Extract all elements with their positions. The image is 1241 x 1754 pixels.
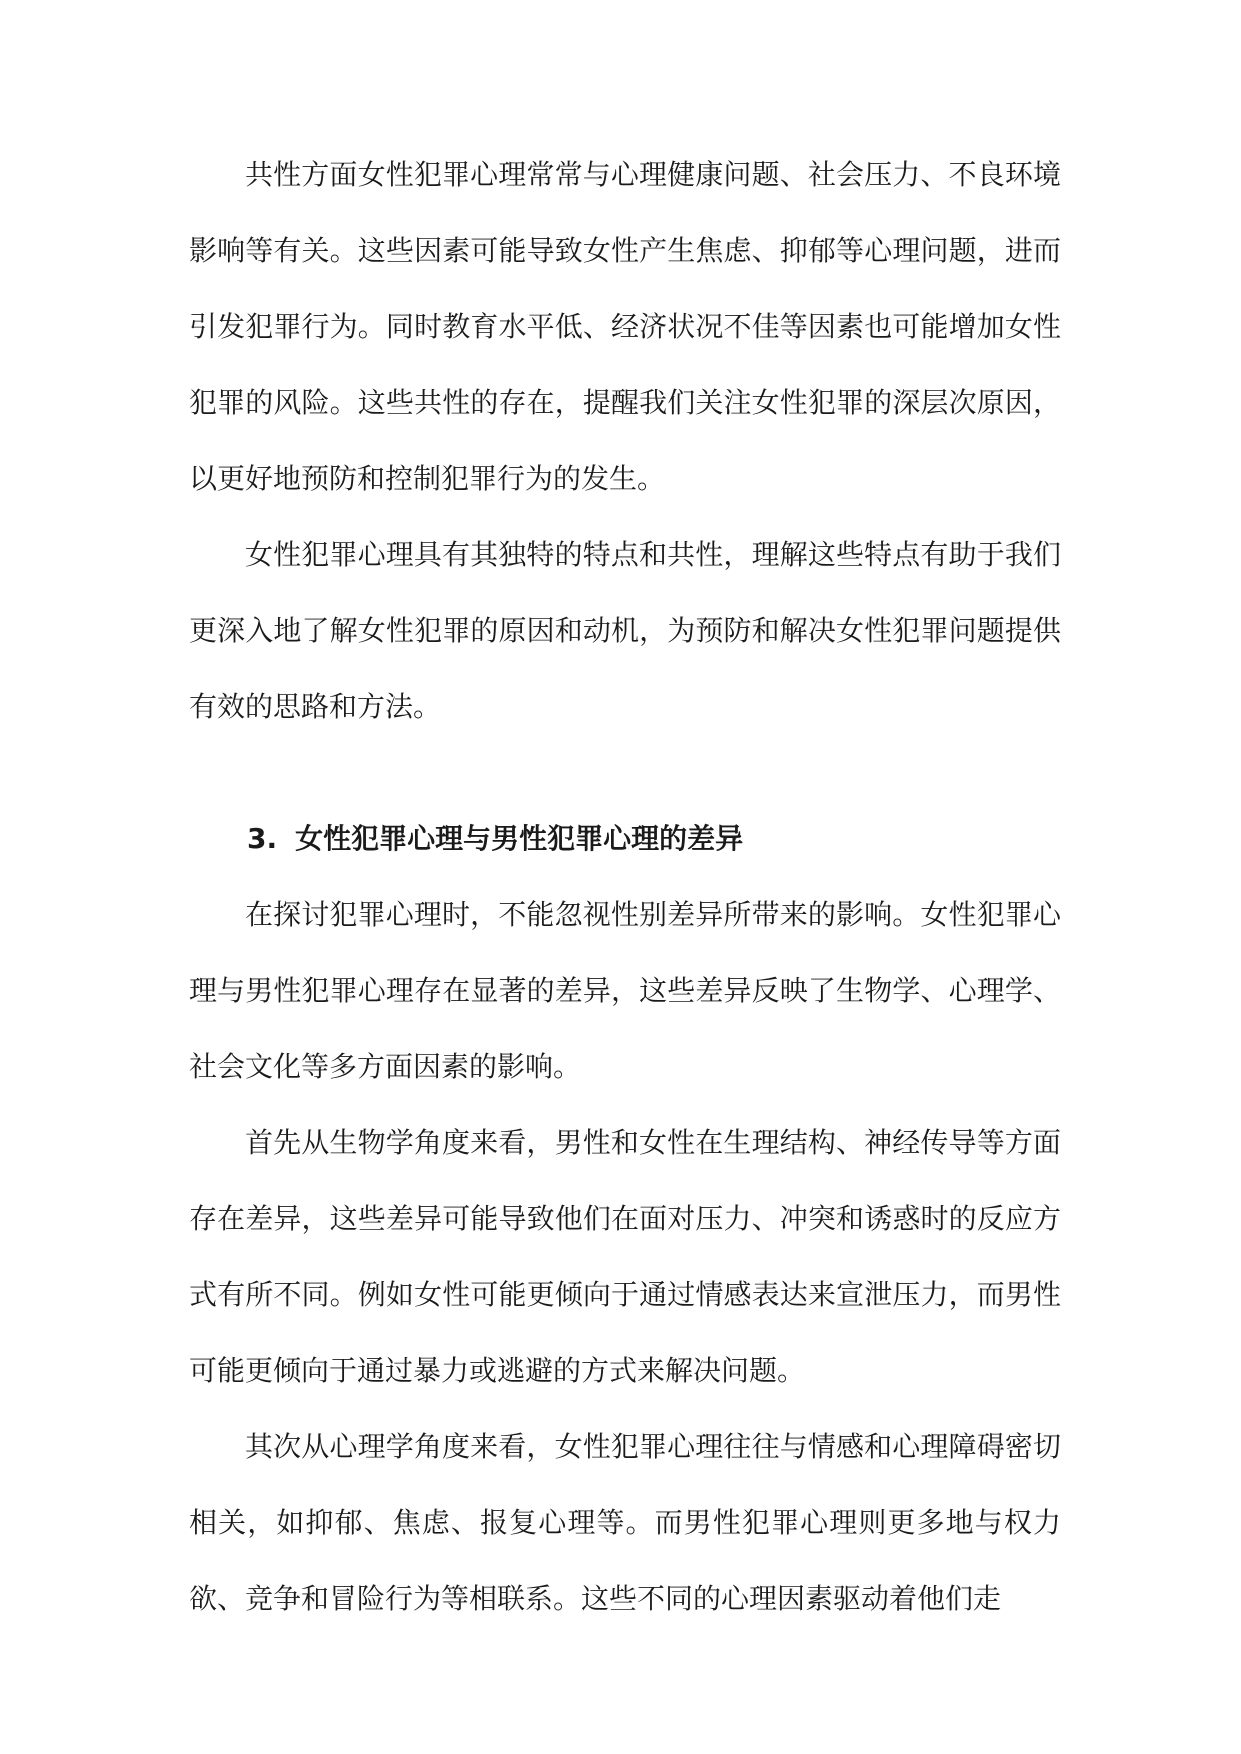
- section-heading: [189, 801, 1061, 877]
- paragraph-intro-differences: 在探讨犯罪心理时，不能忽视性别差异所带来的影响。女性犯罪心理与男性犯罪心理存在显著的差异，这些差异反映了生物学、心理学、社会文化等多方面因素的影响。: [189, 898, 1061, 1083]
- section-number: 3.: [247, 822, 278, 855]
- section-title: 女性犯罪心理与男性犯罪心理的差异: [295, 822, 744, 855]
- paragraph-commonality: 共性方面女性犯罪心理常常与心理健康问题、社会压力、不良环境影响等有关。这些因素可能导致女性产生焦虑、抑郁等心理问题，进而引发犯罪行为。同时教育水平低、经济状况不佳等因素也可能增加女性犯罪的风险。这些共性的存在，提醒我们关注女性犯罪的深层次原因，以更好地预防和控制犯罪行为的发生。: [189, 158, 1061, 495]
- paragraph-biology: 首先从生物学角度来看，男性和女性在生理结构、神经传导等方面存在差异，这些差异可能导致他们在面对压力、冲突和诱惑时的反应方式有所不同。例如女性可能更倾向于通过情感表达来宣泄压力，而男性可能更倾向于通过暴力或逃避的方式来解决问题。: [189, 1126, 1061, 1387]
- document-body: [189, 137, 1061, 1637]
- paragraph-summary: 女性犯罪心理具有其独特的特点和共性，理解这些特点有助于我们更深入地了解女性犯罪的原因和动机，为预防和解决女性犯罪问题提供有效的思路和方法。: [189, 538, 1061, 723]
- paragraph-psychology: 其次从心理学角度来看，女性犯罪心理往往与情感和心理障碍密切相关，如抑郁、焦虑、报复心理等。而男性犯罪心理则更多地与权力欲、竞争和冒险行为等相联系。这些不同的心理因素驱动着他们走: [189, 1430, 1061, 1615]
